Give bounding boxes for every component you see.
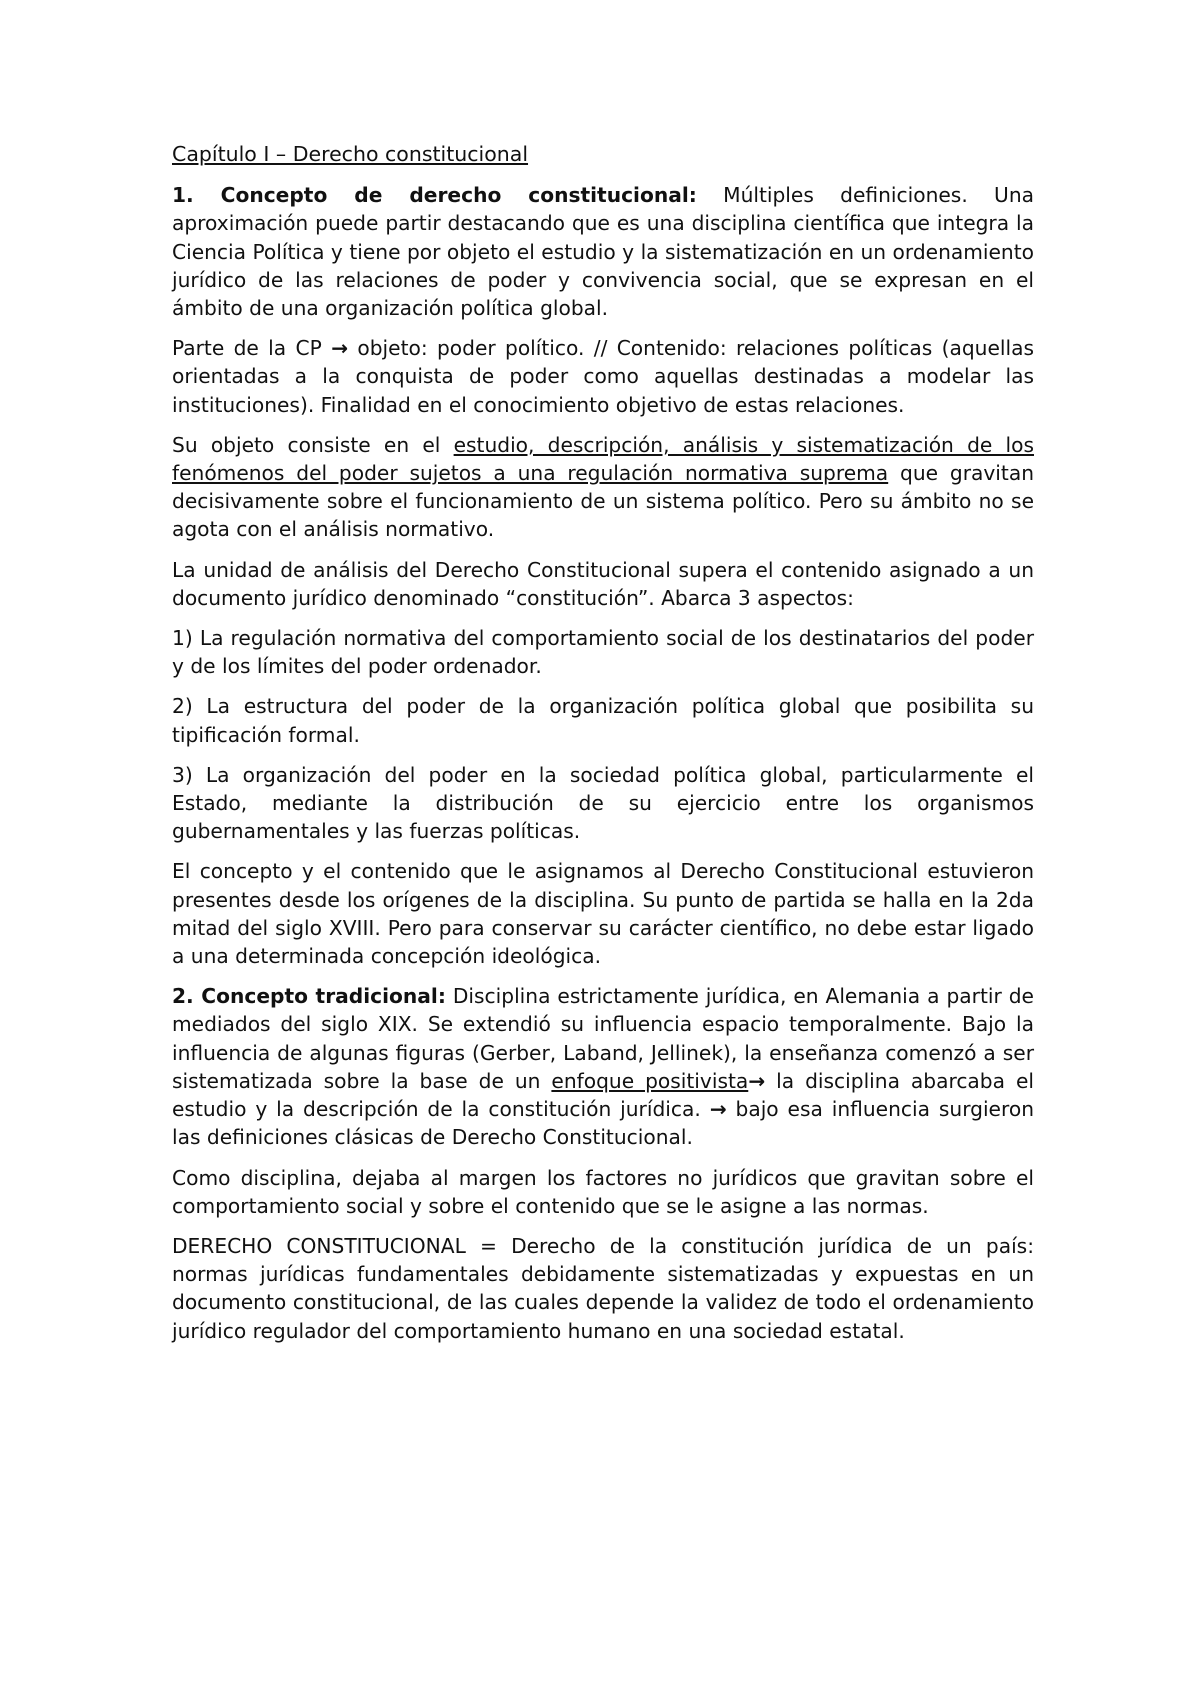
arrow-right-icon: → (748, 1068, 766, 1093)
section-1-text: Múltiples definiciones. Una aproximación puede partir destacando que es una disciplina científica que integra la Ciencia Política y tiene por objeto el estudio y la sistematización en un ordenamiento jurídico de las relaciones de poder y convivencia social, que se expresan en el ámbito de una organización política global. (172, 183, 1034, 321)
section-1-heading: 1. Concepto de derecho constitucional: (172, 183, 697, 208)
paragraph-cp-object (172, 334, 1034, 419)
section-1-paragraph (172, 181, 1034, 322)
paragraph-definition: DERECHO CONSTITUCIONAL = Derecho de la constitución jurídica de un país: normas jurídicas fundamentales debidamente sistematizadas y expuestas en un documento constitucional, de las cuales depende la validez de todo el ordenamiento jurídico regulador del comportamiento humano en una sociedad estatal. (172, 1233, 1034, 1343)
arrow-right-icon: → (709, 1097, 727, 1122)
paragraph-text: objeto: poder político. // Contenido: relaciones políticas (aquellas orientadas a la conquista de poder como aquellas destinadas a modelar las instituciones). Finalidad en el conocimiento objetivo de estas relaciones. (172, 336, 1034, 417)
section-2-heading: 2. Concepto tradicional: (172, 984, 446, 1009)
arrow-right-icon: → (331, 336, 349, 361)
underlined-text: enfoque positivista (551, 1068, 749, 1093)
section-2-paragraph (172, 982, 1034, 1151)
list-item-3: 3) La organización del poder en la sociedad política global, particularmente el Estado, mediante la distribución de su ejercicio entre los organismos gubernamentales y las fuerzas políticas. (172, 762, 1034, 844)
underlined-text: estudio, descripción, análisis y sistematización de los fenómenos del poder sujetos a una regulación normativa suprema (172, 432, 1034, 486)
paragraph-text: Parte de la CP (172, 336, 332, 361)
chapter-title: Capítulo I – Derecho constitucional (172, 142, 529, 166)
paragraph-unit-analysis: La unidad de análisis del Derecho Constitucional supera el contenido asignado a un documento jurídico denominado “constitución”. Abarca 3 aspectos: (172, 557, 1034, 610)
paragraph-origins: El concepto y el contenido que le asignamos al Derecho Constitucional estuvieron presentes desde los orígenes de la disciplina. Su punto de partida se halla en la 2da mitad del siglo XVIII. Pero para conservar su carácter científico, no debe estar ligado a una determinada concepción ideológica. (172, 859, 1034, 969)
paragraph-text: que gravitan decisivamente sobre el funcionamiento de un sistema político. Pero su ámbito no se agota con el análisis normativo. (172, 461, 1034, 542)
paragraph-discipline: Como disciplina, dejaba al margen los factores no jurídicos que gravitan sobre el comportamiento social y sobre el contenido que se le asigne a las normas. (172, 1165, 1034, 1218)
list-item-1: 1) La regulación normativa del comportamiento social de los destinatarios del poder y de los límites del poder ordenador. (172, 626, 1034, 679)
paragraph-text: bajo esa influencia surgieron las definiciones clásicas de Derecho Constitucional. (172, 1097, 1034, 1150)
list-item-2: 2) La estructura del poder de la organización política global que posibilita su tipificación formal. (172, 694, 1034, 747)
document-page (172, 140, 1034, 1357)
paragraph-text: la disciplina abarcaba el estudio y la descripción de la constitución jurídica. (172, 1068, 1034, 1122)
paragraph-object (172, 431, 1034, 544)
paragraph-text: Disciplina estrictamente jurídica, en Alemania a partir de mediados del siglo XIX. Se extendió su influencia espacio temporalmente. Bajo la influencia de algunas figuras (Gerber, Laband, Jellinek), la enseñanza comenzó a ser sistematizada sobre la base de un (172, 984, 1034, 1093)
paragraph-text: Su objeto consiste en el (172, 432, 454, 457)
